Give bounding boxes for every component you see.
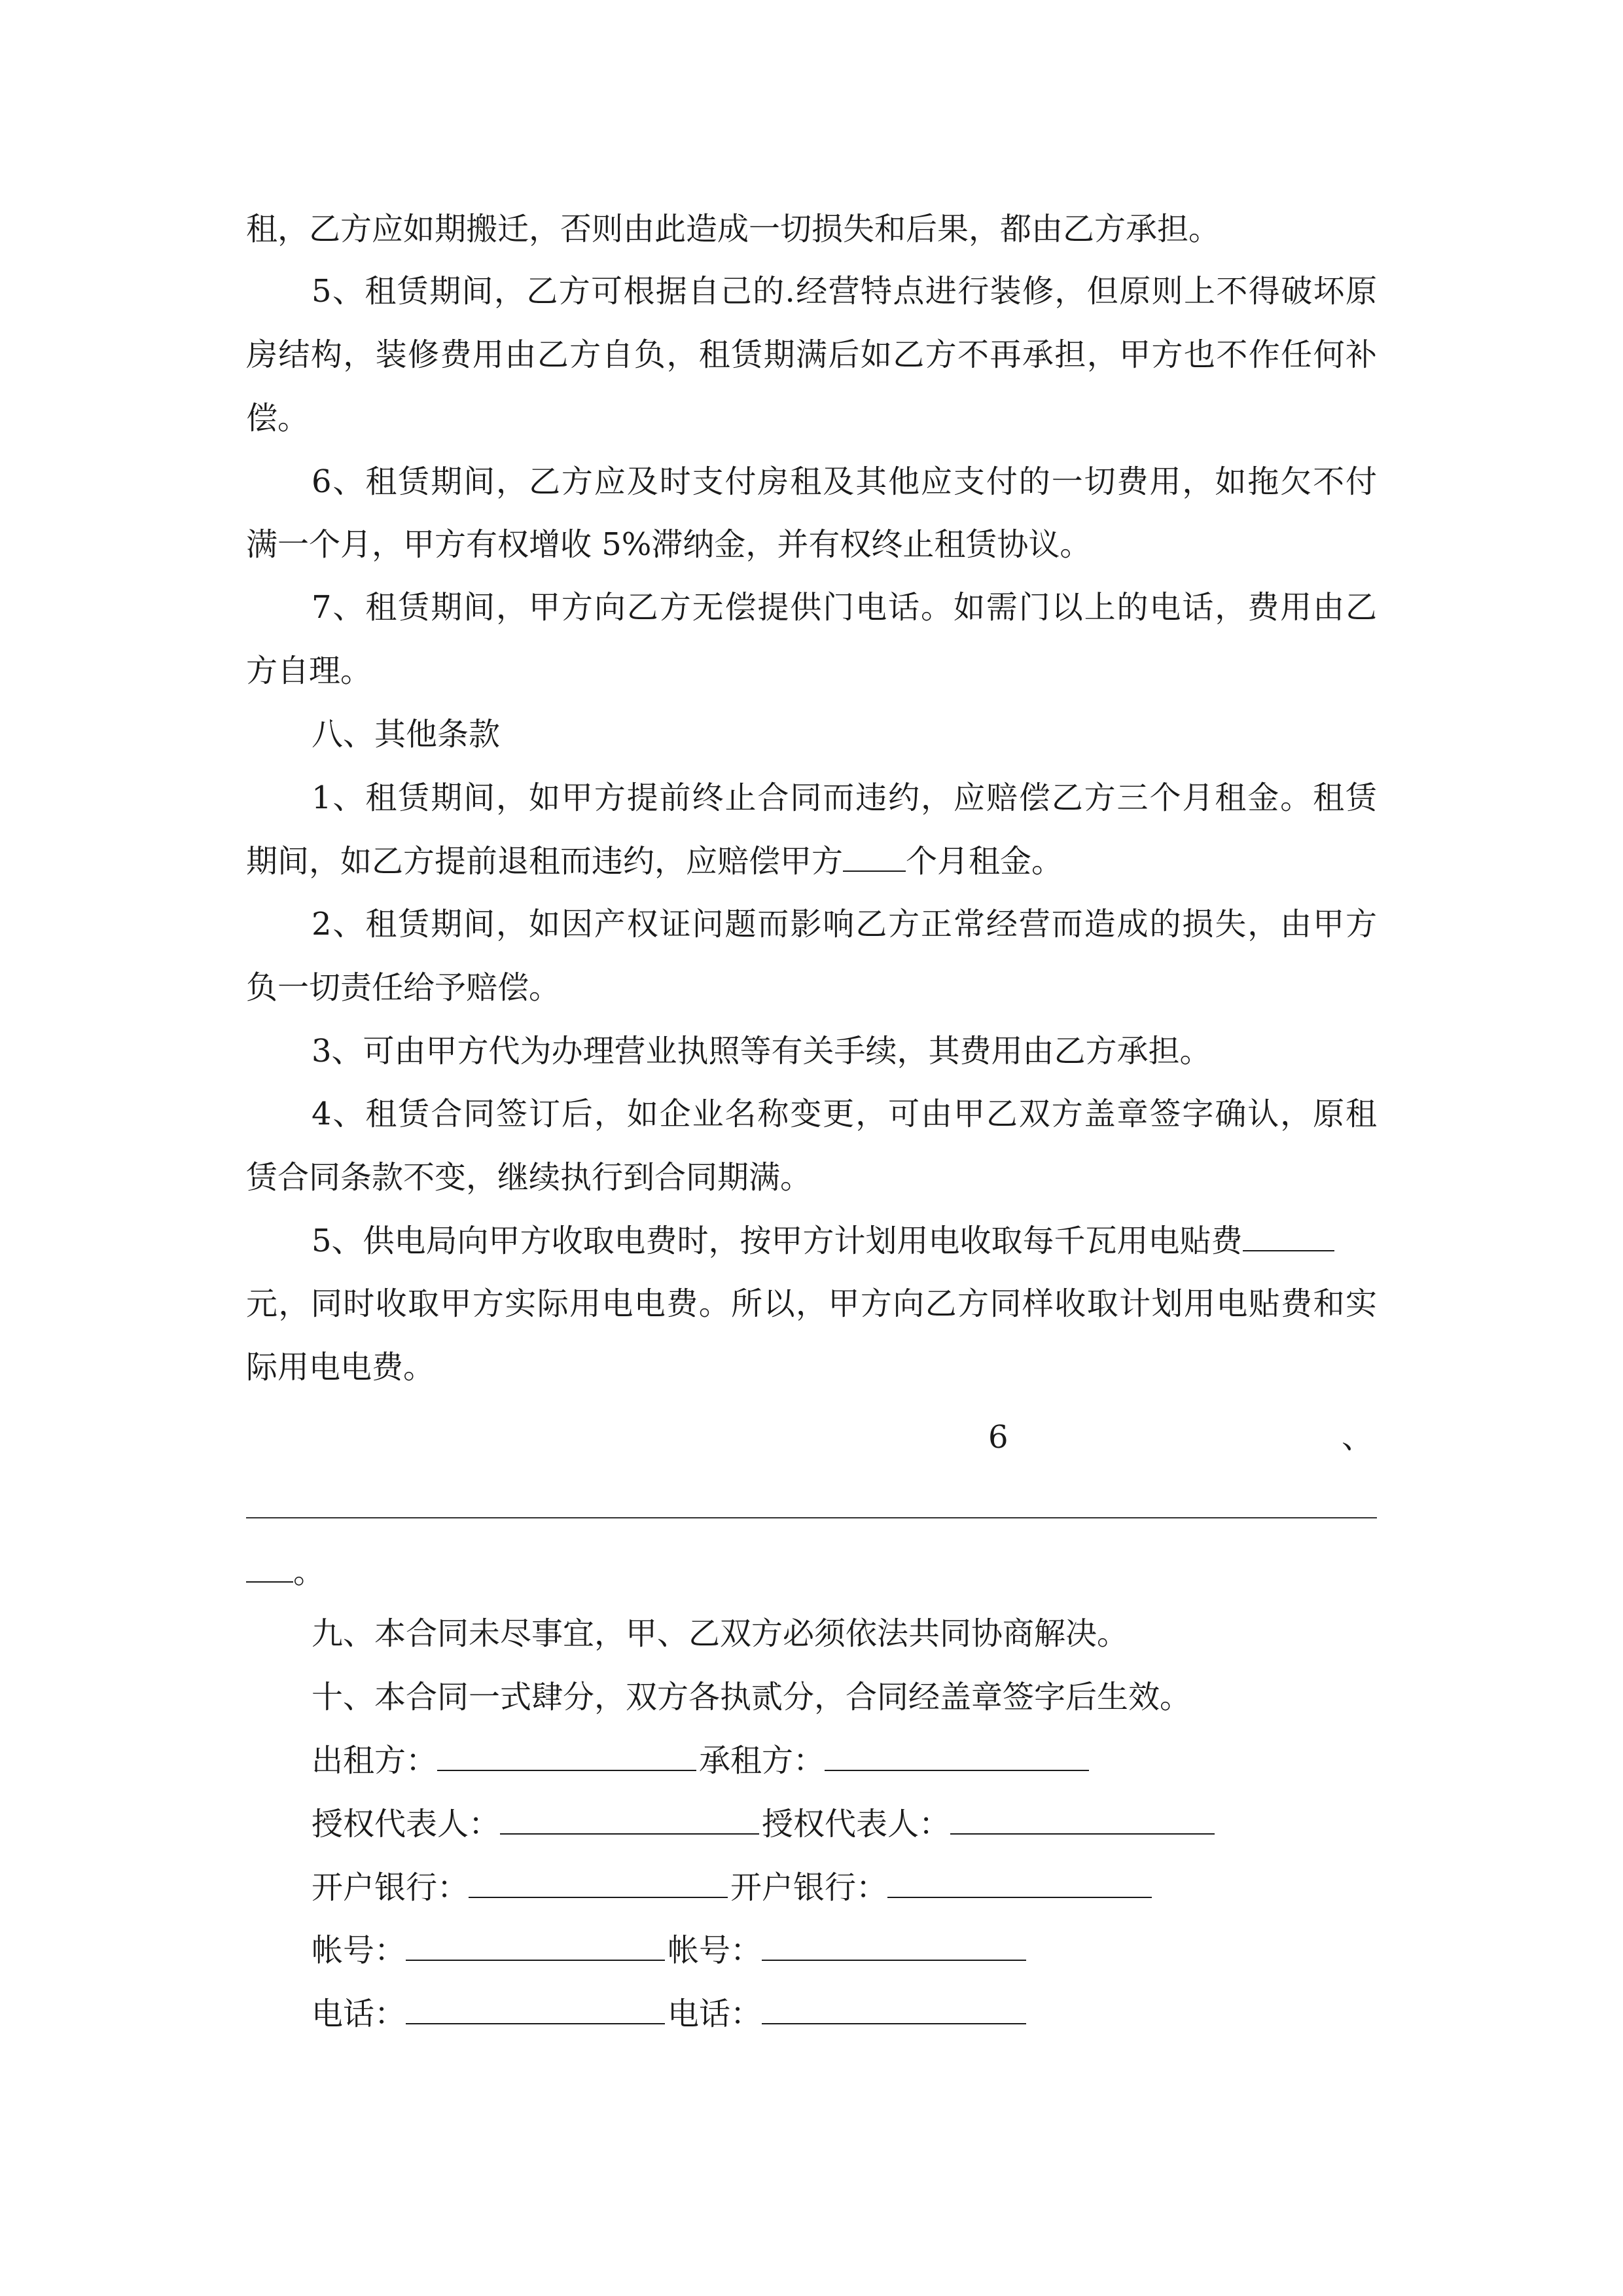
other-clause-2-line-1: 2、租赁期间，如因产权证问题而影响乙方正常经营而造成的损失，由甲方 [312,906,1377,942]
fill-in-line[interactable] [246,1517,1377,1518]
fill-in-blank-end[interactable] [246,1555,293,1583]
bank-blank-2[interactable] [887,1871,1152,1898]
clause-5-text: 5、租赁期间，乙方可根据自己的.经营特点进行装修，但原则上不得破坏原 [312,273,1377,310]
clause-6-number: 6 [988,1419,1008,1456]
fee-blank[interactable] [1243,1224,1334,1251]
other-clause-5-text: 5、供电局向甲方收取电费时，按甲方计划用电收取每千瓦用电贴费 [312,1223,1243,1259]
account-blank-2[interactable] [762,1933,1026,1961]
signature-row-phone [312,1994,1029,2034]
account-label-1: 帐号： [312,1932,406,1969]
signature-row-parties [312,1741,1092,1780]
section-8-heading: 八、其他条款 [312,716,501,753]
phone-blank-2[interactable] [762,1997,1026,2024]
bank-blank-1[interactable] [469,1871,728,1898]
clause-6-comma: 、 [1342,1419,1374,1456]
clause-5-line-1 [312,272,1377,311]
rep-label-2: 授权代表人： [762,1806,951,1842]
bank-label-2: 开户银行： [730,1869,888,1906]
phone-label-1: 电话： [312,1996,406,2032]
lessee-blank[interactable] [825,1744,1089,1771]
clause-6-line-1: 6、租赁期间，乙方应及时支付房租及其他应支付的一切费用，如拖欠不付 [312,463,1377,500]
clause-6-line-2: 满一个月，甲方有权增收 5%滞纳金，并有权终止租赁协议。 [246,526,1092,563]
other-clause-2-line-2: 负一切责任给予赔偿。 [246,969,561,1006]
clause-7-line-2: 方自理。 [246,653,372,689]
other-clause-1-text-a: 期间，如乙方提前退租而违约，应赔偿甲方 [246,843,844,880]
lessor-label: 出租方： [312,1742,438,1779]
fill-in-end-line [246,1552,1377,1592]
other-clause-5-line-3: 际用电电费。 [246,1349,435,1386]
clause-7-line-1: 7、租赁期间，甲方向乙方无偿提供门电话。如需门以上的电话，费用由乙 [312,589,1377,626]
rep-blank-2[interactable] [950,1807,1215,1835]
section-9: 九、本合同未尽事宜，甲、乙双方必须依法共同协商解决。 [312,1615,1129,1652]
other-clause-1-line-2 [246,842,1377,881]
signature-row-bank [312,1868,1154,1907]
account-label-2: 帐号： [668,1932,762,1969]
rep-label-1: 授权代表人： [312,1806,501,1842]
account-blank-1[interactable] [406,1933,665,1961]
signature-row-representative [312,1804,1217,1844]
clause-5-line-2: 房结构，装修费用由乙方自负，租赁期满后如乙方不再承担，甲方也不作任何补 [246,336,1377,373]
clause-5-line-3: 偿。 [246,400,310,437]
other-clause-5-line-1 [312,1221,1377,1261]
signature-row-account [312,1931,1029,1970]
phone-label-2: 电话： [668,1996,762,2032]
rep-blank-1[interactable] [500,1807,759,1835]
phone-blank-1[interactable] [406,1997,665,2024]
lessee-label: 承租方： [699,1742,825,1779]
paragraph-line: 租，乙方应如期搬迁，否则由此造成一切损失和后果，都由乙方承担。 [246,211,1221,247]
other-clause-5-line-2: 元，同时收取甲方实际用电电费。所以，甲方向乙方同样收取计划用电贴费和实 [246,1285,1377,1322]
other-clause-4-line-2: 赁合同条款不变，继续执行到合同期满。 [246,1159,812,1196]
other-clause-4-line-1: 4、租赁合同签订后，如企业名称变更，可由甲乙双方盖章签字确认，原租 [312,1096,1377,1132]
other-clause-1-text-b: 个月租金。 [906,843,1063,880]
period: 。 [293,1554,325,1590]
months-blank[interactable] [843,844,906,872]
other-clause-1-line-1: 1、租赁期间，如甲方提前终止合同而违约，应赔偿乙方三个月租金。租赁 [312,780,1377,816]
bank-label-1: 开户银行： [312,1869,469,1906]
lessor-blank[interactable] [437,1744,696,1771]
other-clause-3: 3、可由甲方代为办理营业执照等有关手续，其费用由乙方承担。 [312,1033,1211,1069]
section-10: 十、本合同一式肆分，双方各执贰分，合同经盖章签字后生效。 [312,1679,1192,1715]
